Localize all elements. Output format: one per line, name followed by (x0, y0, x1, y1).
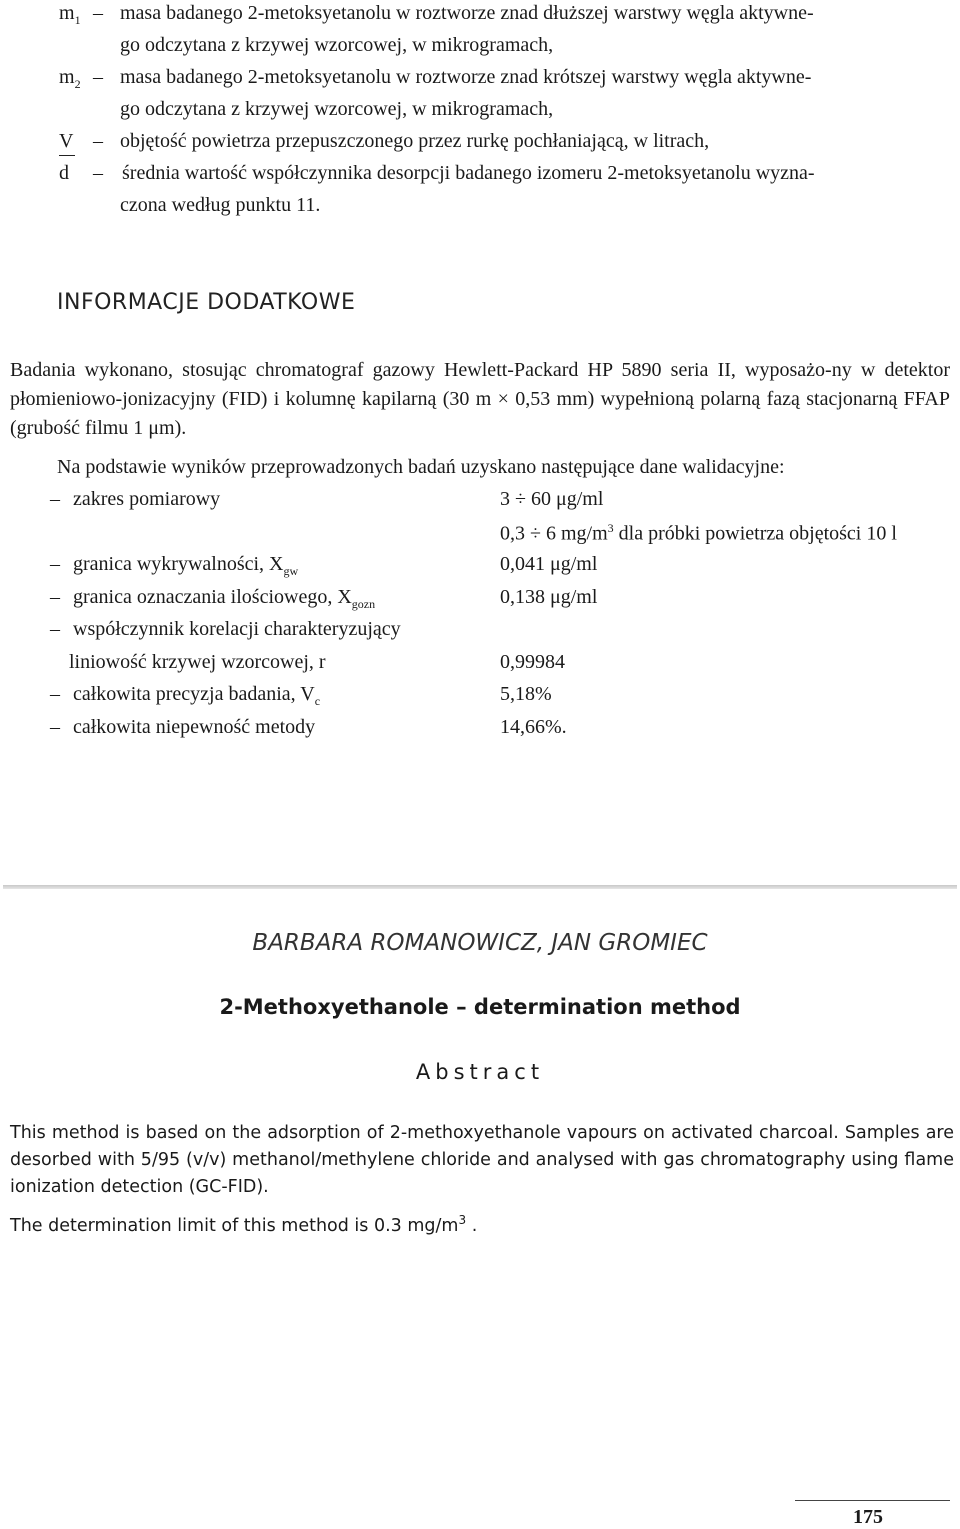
list-dash: – (50, 488, 60, 510)
list-dash: – (50, 553, 60, 575)
definition-symbol: $m_2$ (59, 66, 81, 91)
validation-label: zakres pomiarowy (73, 488, 221, 510)
methods-paragraph: Badania wykonano, stosując chromatograf gazowy Hewlett-Packard HP 5890 seria II, wyposażo-ny w detektor płomieniowo-jonizacyjny (FID) i kolumnę kapilarną (30 m × 0,53 mm) wypełnioną polarną fazą stacjonarną FFAP (grubość filmu 1 μm). (10, 359, 950, 439)
validation-value: 5,18% (500, 683, 552, 705)
definition-dash: – (93, 2, 103, 24)
overline-mark (59, 155, 75, 156)
validation-value: 0,041 μg/ml (500, 553, 598, 575)
list-dash: – (50, 586, 60, 608)
validation-value: 14,66%. (500, 716, 567, 738)
definition-symbol: d (59, 162, 69, 184)
validation-label: całkowita niepewność metody (73, 716, 316, 738)
validation-label: całkowita precyzja badania, $V_c$ (73, 683, 321, 708)
validation-label: granica wykrywalności, $X_{gw}$ (73, 553, 299, 578)
english-title: 2-Methoxyethanole – determination method (219, 995, 741, 1019)
definition-dash: – (93, 130, 103, 152)
definition-text: masa badanego 2-metoksyetanolu w roztworze znad dłuższej warstwy węgla aktywne- (120, 2, 814, 24)
section-heading: INFORMACJE DODATKOWE (57, 290, 356, 315)
validation-value: 3 ÷ 60 μg/ml (500, 488, 604, 510)
validation-value: 0,138 μg/ml (500, 586, 598, 608)
definition-symbol: $m_1$ (59, 2, 81, 27)
definition-dash: – (93, 162, 103, 184)
list-dash: – (50, 716, 60, 738)
definition-symbol: V (59, 130, 74, 152)
validation-intro: Na podstawie wyników przeprowadzonych badań uzyskano następujące dane walidacyjne: (57, 456, 785, 478)
definition-text: masa badanego 2-metoksyetanolu w roztworze znad krótszej warstwy węgla aktywne- (120, 66, 812, 88)
list-dash: – (50, 618, 60, 640)
definition-dash: – (93, 66, 103, 88)
validation-label: liniowość krzywej wzorcowej, r (69, 651, 326, 673)
validation-label: współczynnik korelacji charakteryzujący (73, 618, 401, 640)
footer-rule (795, 1500, 950, 1501)
page-number: 175 (853, 1506, 883, 1528)
abstract-text: This method is based on the adsorption of 2-methoxyethanole vapours on activated charcoal. Samples are desorbed with 5/95 (v/v) methanol/methylene chloride and analysed with gas chromatography using flame ionization detection (GC-FID). (10, 1123, 954, 1197)
definition-text: średnia wartość współczynnika desorpcji badanego izomeru 2-metoksyetanolu wyzna- (122, 162, 815, 184)
authors: BARBARA ROMANOWICZ, JAN GROMIEC (252, 930, 708, 956)
definition-text: go odczytana z krzywej wzorcowej, w mikrogramach, (120, 98, 554, 120)
validation-value: 0,3 ÷ 6 $mg/m^3$ dla próbki powietrza objętości 10 l (500, 521, 897, 545)
definition-text: czona według punktu 11. (120, 194, 321, 216)
list-dash: – (50, 683, 60, 705)
definition-text: go odczytana z krzywej wzorcowej, w mikrogramach, (120, 34, 554, 56)
validation-value: 0,99984 (500, 651, 565, 673)
section-separator (3, 885, 957, 889)
limit-text: The determination limit of this method is 0.3 $mg/m^3$ . (10, 1213, 478, 1236)
abstract-heading: Abstract (415, 1060, 545, 1084)
validation-label: granica oznaczania ilościowego, $X_{gozn}$ (73, 586, 376, 611)
definition-text: objętość powietrza przepuszczonego przez rurkę pochłaniającą, w litrach, (120, 130, 710, 152)
